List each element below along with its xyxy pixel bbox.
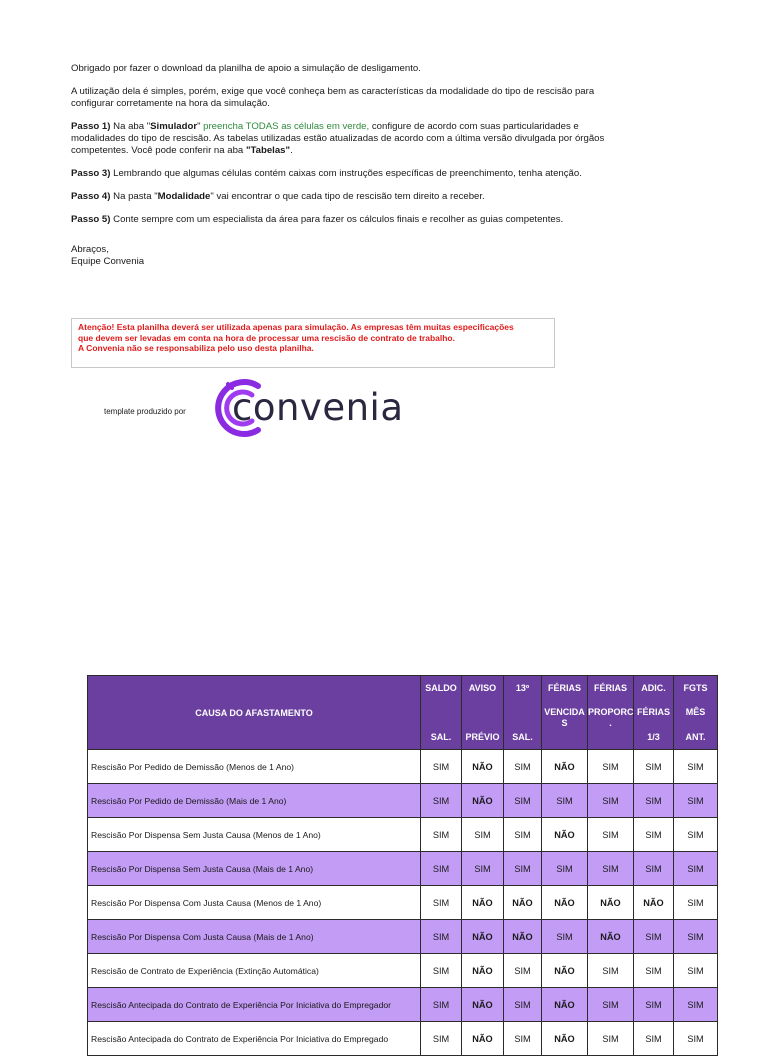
value-cell: SIM [674, 886, 718, 920]
value-cell: NÃO [462, 920, 504, 954]
value-cell: SIM [421, 818, 462, 852]
intro-text [71, 63, 631, 268]
modalidade-tab-name: Modalidade [157, 191, 211, 202]
value-cell: NÃO [542, 954, 588, 988]
value-cell: SIM [588, 750, 634, 784]
table-body [88, 750, 718, 1056]
step-1-text-c: configure de acordo com suas particularidades e modalidades do tipo de rescisão. As tabelas utilizadas estão atualizadas de acordo com a última versão divulgada por órgãos competentes. Você pode conferir na aba [71, 121, 605, 156]
column-header-top: FÉRIAS [593, 682, 627, 693]
step-4-label: Passo 4) [71, 191, 111, 202]
value-cell: NÃO [588, 886, 634, 920]
value-cell: SIM [588, 954, 634, 988]
value-cell: SIM [674, 750, 718, 784]
column-header-bottom: 1/3 [647, 731, 660, 742]
value-cell: SIM [504, 1022, 542, 1056]
table-row [88, 920, 718, 954]
table-row [88, 852, 718, 886]
value-cell: SIM [421, 886, 462, 920]
signature-team: Equipe Convenia [71, 256, 145, 267]
value-cell: NÃO [588, 920, 634, 954]
value-cell: SIM [634, 954, 674, 988]
cause-header: CAUSA DO AFASTAMENTO [88, 676, 421, 750]
step-3-text: Lembrando que algumas células contém caixas com instruções específicas de preenchimento, tenha atenção. [110, 168, 582, 179]
tabelas-tab-name: "Tabelas" [245, 145, 291, 156]
usage-paragraph: A utilização dela é simples, porém, exige que você conheça bem as características da modalidade do tipo de rescisão para configurar corretamente na hora da simulação. [71, 86, 595, 109]
step-3-paragraph [71, 168, 631, 180]
value-cell: SIM [542, 852, 588, 886]
table-row [88, 954, 718, 988]
table-row [88, 784, 718, 818]
value-cell: SIM [634, 784, 674, 818]
rights-table [87, 675, 718, 1056]
table-row [88, 988, 718, 1022]
value-cell: SIM [674, 818, 718, 852]
column-header [674, 676, 718, 750]
warning-line-2: que devem ser levadas em conta na hora de processar uma rescisão de contrato de trabalho. [78, 332, 455, 343]
value-cell: NÃO [462, 784, 504, 818]
step-1-text-b: " [197, 121, 204, 132]
value-cell: SIM [421, 988, 462, 1022]
column-header-mid: FÉRIAS [636, 707, 670, 717]
warning-line-3: A Convenia não se responsabiliza pelo uso desta planilha. [78, 343, 314, 353]
step-5-text: Conte sempre com um especialista da área para fazer os cálculos finais e recolher as guias competentes. [110, 214, 564, 225]
table-header-row [88, 676, 718, 750]
column-header [634, 676, 674, 750]
value-cell: SIM [588, 818, 634, 852]
value-cell: NÃO [462, 954, 504, 988]
value-cell: SIM [634, 852, 674, 886]
value-cell: SIM [462, 818, 504, 852]
value-cell: NÃO [542, 886, 588, 920]
value-cell: SIM [421, 852, 462, 886]
column-header-bottom: PRÉVIO [465, 731, 500, 742]
cause-cell: Rescisão Antecipada do Contrato de Experiência Por Iniciativa do Empregado [88, 1022, 421, 1056]
value-cell: NÃO [542, 988, 588, 1022]
value-cell: SIM [674, 988, 718, 1022]
value-cell: SIM [421, 954, 462, 988]
column-header-top: AVISO [468, 682, 497, 693]
table-row [88, 750, 718, 784]
column-header-top: ADIC. [641, 682, 666, 693]
value-cell: SIM [504, 988, 542, 1022]
column-header-top: FGTS [683, 682, 708, 693]
column-header-bottom: SAL. [512, 731, 533, 742]
step-4-text-b: " vai encontrar o que cada tipo de rescisão tem direito a receber. [210, 191, 485, 202]
value-cell: SIM [674, 852, 718, 886]
column-header [588, 676, 634, 750]
value-cell: NÃO [462, 988, 504, 1022]
value-cell: NÃO [542, 750, 588, 784]
value-cell: SIM [634, 750, 674, 784]
thanks-paragraph: Obrigado por fazer o download da planilha de apoio a simulação de desligamento. [71, 63, 421, 74]
cause-cell: Rescisão Por Pedido de Demissão (Mais de 1 Ano) [88, 784, 421, 818]
cause-cell: Rescisão Por Pedido de Demissão (Menos de 1 Ano) [88, 750, 421, 784]
step-1-text-a: Na aba " [110, 121, 151, 132]
step-1-text-d: . [290, 145, 293, 156]
column-header-top: SALDO [425, 682, 457, 693]
column-header [542, 676, 588, 750]
step-1-green-note: preencha TODAS as células em verde, [203, 121, 370, 132]
column-header [421, 676, 462, 750]
cause-cell: Rescisão Por Dispensa Sem Justa Causa (Menos de 1 Ano) [88, 818, 421, 852]
column-header-bottom: SAL. [430, 731, 452, 742]
warning-box [71, 318, 555, 368]
value-cell: SIM [674, 954, 718, 988]
value-cell: NÃO [462, 1022, 504, 1056]
value-cell: SIM [634, 818, 674, 852]
step-4-text-a: Na pasta " [110, 191, 158, 202]
cause-cell: Rescisão Por Dispensa Com Justa Causa (Mais de 1 Ano) [88, 920, 421, 954]
step-1-label: Passo 1) [71, 121, 111, 132]
step-5-label: Passo 5) [71, 214, 111, 225]
cause-cell: Rescisão Antecipada do Contrato de Experiência Por Iniciativa do Empregador [88, 988, 421, 1022]
value-cell: SIM [674, 1022, 718, 1056]
column-header-top: FÉRIAS [547, 682, 581, 693]
value-cell: SIM [588, 988, 634, 1022]
step-5-paragraph [71, 214, 631, 226]
column-header-mid: PROPORC . [588, 707, 634, 728]
value-cell: NÃO [542, 1022, 588, 1056]
cause-cell: Rescisão Por Dispensa Sem Justa Causa (Mais de 1 Ano) [88, 852, 421, 886]
value-cell: SIM [504, 818, 542, 852]
value-cell: SIM [421, 920, 462, 954]
table-row [88, 886, 718, 920]
value-cell: SIM [504, 750, 542, 784]
value-cell: SIM [674, 920, 718, 954]
signature [71, 244, 631, 268]
step-3-label: Passo 3) [71, 168, 111, 179]
value-cell: SIM [634, 988, 674, 1022]
column-header-bottom: ANT. [685, 731, 706, 742]
step-4-paragraph [71, 191, 631, 203]
simulador-tab-name: Simulador [150, 121, 198, 132]
value-cell: NÃO [462, 750, 504, 784]
cause-cell: Rescisão Por Dispensa Com Justa Causa (Menos de 1 Ano) [88, 886, 421, 920]
value-cell: NÃO [504, 920, 542, 954]
value-cell: SIM [421, 784, 462, 818]
step-1-paragraph [71, 121, 631, 157]
column-header [462, 676, 504, 750]
warning-line-1: Atenção! Esta planilha deverá ser utilizada apenas para simulação. As empresas têm muitas especificações [78, 322, 514, 332]
value-cell: SIM [542, 784, 588, 818]
value-cell: SIM [634, 920, 674, 954]
value-cell: SIM [542, 920, 588, 954]
value-cell: NÃO [634, 886, 674, 920]
table-row [88, 818, 718, 852]
value-cell: SIM [588, 852, 634, 886]
column-header-mid: MÊS [685, 707, 706, 717]
value-cell: SIM [588, 1022, 634, 1056]
cause-cell: Rescisão de Contrato de Experiência (Extinção Automática) [88, 954, 421, 988]
value-cell: SIM [421, 1022, 462, 1056]
value-cell: SIM [504, 954, 542, 988]
value-cell: SIM [462, 852, 504, 886]
value-cell: SIM [634, 1022, 674, 1056]
table-row [88, 1022, 718, 1056]
value-cell: NÃO [504, 886, 542, 920]
column-header-mid: VENCIDA S [544, 707, 585, 728]
value-cell: SIM [504, 852, 542, 886]
value-cell: SIM [504, 784, 542, 818]
value-cell: SIM [421, 750, 462, 784]
brand-block [104, 378, 404, 438]
column-header [504, 676, 542, 750]
signature-greeting: Abraços, [71, 244, 109, 255]
value-cell: SIM [588, 784, 634, 818]
column-header-top: 13º [515, 682, 530, 693]
value-cell: NÃO [462, 886, 504, 920]
convenia-logo-text: convenia [232, 386, 404, 429]
value-cell: SIM [674, 784, 718, 818]
value-cell: NÃO [542, 818, 588, 852]
brand-caption: template produzido por [104, 407, 186, 416]
